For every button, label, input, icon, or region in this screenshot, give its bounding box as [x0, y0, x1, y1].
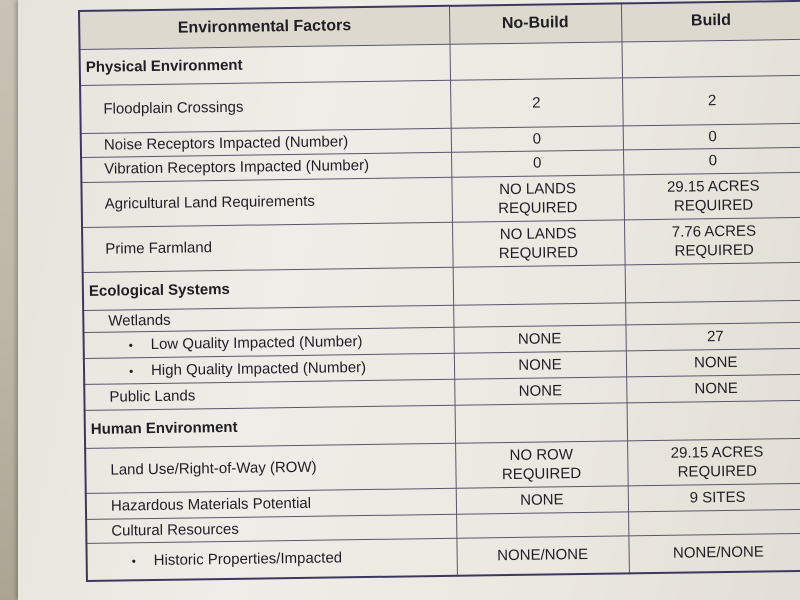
value-line: REQUIRED — [677, 462, 757, 481]
environmental-factors-table — [78, 0, 800, 582]
row-label: Historic Properties/Impacted — [153, 549, 343, 570]
row-label: Floodplain Crossings — [80, 80, 451, 133]
bullet-icon: • — [128, 363, 134, 378]
row-label: High Quality Impacted (Number) — [150, 358, 367, 379]
no-build-value — [455, 440, 628, 487]
empty-cell — [628, 509, 800, 536]
bullet-icon: • — [128, 337, 133, 352]
no-build-value: NONE — [453, 324, 625, 352]
empty-cell — [625, 262, 800, 303]
value-line: REQUIRED — [498, 198, 578, 217]
empty-cell — [625, 300, 800, 325]
empty-cell — [450, 41, 622, 79]
value-line: REQUIRED — [673, 196, 754, 215]
no-build-value: NONE/NONE — [456, 535, 629, 575]
empty-cell — [453, 264, 626, 304]
row-label: Public Lands — [84, 379, 454, 410]
no-build-value: 0 — [451, 125, 623, 151]
no-build-value: 0 — [451, 149, 623, 176]
no-build-value — [451, 174, 624, 221]
row-label: Prime Farmland — [82, 222, 453, 272]
value-line: REQUIRED — [501, 464, 582, 483]
value-line: 29.15 ACRES — [666, 177, 760, 196]
row-label: Vibration Receptors Impacted (Number) — [81, 152, 451, 182]
value-line: 29.15 ACRES — [670, 442, 764, 462]
no-build-value: NONE — [456, 485, 628, 513]
build-value: 2 — [622, 75, 800, 126]
section-human-environment: Human Environment — [85, 405, 455, 448]
value-line: REQUIRED — [498, 243, 579, 262]
build-value: NONE — [626, 374, 800, 403]
value-line: NO LANDS — [499, 224, 577, 243]
header-build: Build — [621, 1, 800, 42]
build-value: NONE/NONE — [628, 533, 800, 574]
empty-cell — [621, 39, 800, 78]
build-value: 27 — [625, 322, 800, 351]
empty-cell — [627, 400, 800, 441]
no-build-value: 2 — [450, 77, 623, 127]
value-line: 7.76 ACRES — [671, 222, 757, 241]
build-value: 0 — [623, 123, 800, 150]
header-environmental-factors: Environmental Factors — [79, 6, 449, 49]
comparison-table-wrapper — [78, 0, 800, 582]
row-label: Agricultural Land Requirements — [81, 177, 452, 227]
build-value: 0 — [623, 147, 800, 175]
paper-sheet — [18, 0, 800, 600]
bullet-icon: • — [131, 554, 137, 569]
build-value — [623, 172, 800, 220]
row-label-cell — [86, 538, 456, 581]
build-value: 9 SITES — [628, 483, 800, 512]
row-label: Wetlands — [83, 305, 453, 332]
empty-cell — [453, 302, 625, 326]
row-label: Land Use/Right-of-Way (ROW) — [85, 443, 456, 493]
empty-cell — [456, 511, 628, 537]
section-physical-environment: Physical Environment — [80, 44, 450, 85]
value-line: NO LANDS — [499, 179, 576, 198]
build-value — [627, 438, 800, 486]
no-build-value: NONE — [454, 350, 626, 378]
row-label: Noise Receptors Impacted (Number) — [81, 128, 451, 157]
value-line: NO ROW — [509, 445, 574, 464]
build-value: NONE — [626, 348, 800, 377]
value-line: REQUIRED — [674, 241, 754, 260]
build-value — [624, 217, 800, 265]
no-build-value — [452, 219, 625, 266]
empty-cell — [455, 402, 628, 442]
header-no-build: No-Build — [449, 3, 622, 43]
section-ecological-systems: Ecological Systems — [83, 267, 453, 310]
row-label: Cultural Resources — [86, 514, 456, 543]
row-label: Low Quality Impacted (Number) — [150, 332, 363, 353]
row-label: Hazardous Materials Potential — [86, 488, 456, 519]
no-build-value: NONE — [454, 376, 626, 404]
